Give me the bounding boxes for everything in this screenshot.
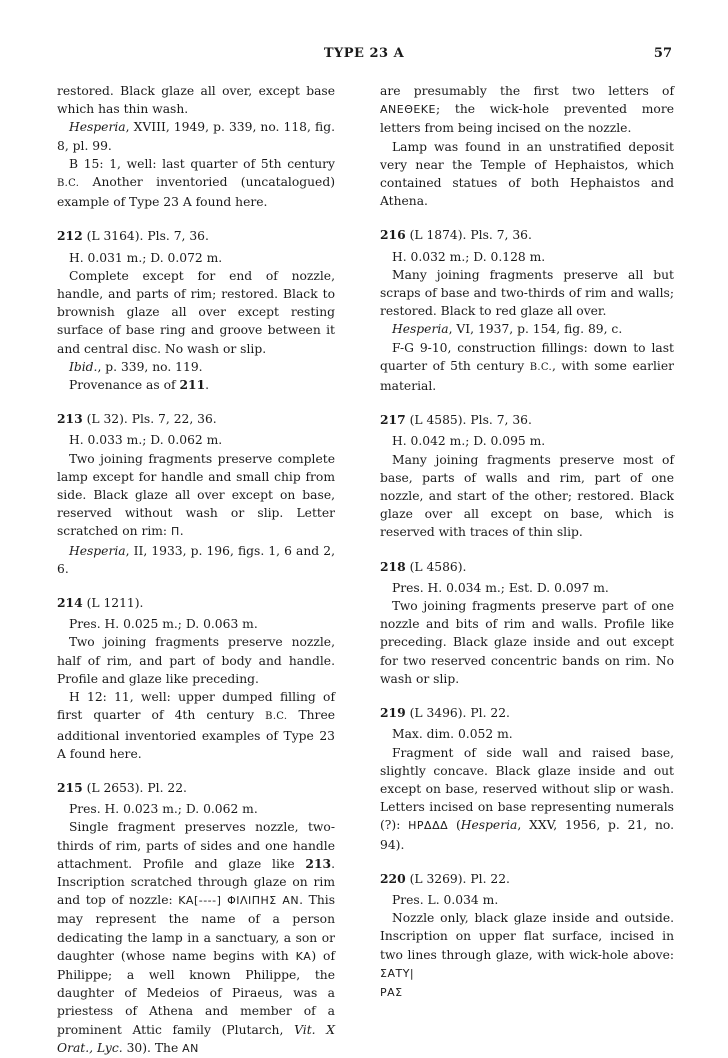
entry-reference: Ibid., p. 339, no. 119. (69, 359, 203, 374)
entry-description: Single fragment preserves nozzle, two-thirds of rim, parts of sides and one handle attachment. Profile and glaze like 213. Inscription scratched through glaze on rim and top of nozzle: ΚΑ[----] ΦΙΛΙΠΗΣ ΑΝ. This may represent the name of a person dedicating the lamp in a sanctuary, a son or daughter (whose name begins with ΚΑ) of Philippe; a well known Philippe, the daughter of Medeios of Piraeus, was a priestess of Athena and member of a prominent Attic family (Plutarch, Vit. X Orat., Lyc. 30). The ΑΝ (57, 820, 335, 1055)
catalogue-entry-heading: 214 (L 1211). (57, 595, 144, 611)
entry-description: Two joining fragments preserve part of one nozzle and bits of rim and walls. Profile like preceding. Black glaze inside and out except for two reserved concentric bands on rim. No wash or slip. (380, 599, 674, 686)
entry-dimensions: Max. dim. 0.052 m. (392, 727, 513, 742)
inscription-line-2: ΡΑΣ (380, 985, 403, 999)
entry-description: Many joining fragments preserve most of base, parts of walls and rim, part of one nozzle, and start of the other; restored. Black glaze over all except on base, which is reserved with traces of thin slip. (380, 452, 674, 540)
entry-dimensions: Pres. H. 0.023 m.; D. 0.062 m. (69, 802, 258, 817)
entry-dimensions: H. 0.042 m.; D. 0.095 m. (392, 434, 546, 449)
running-title: TYPE 23 A (323, 46, 405, 61)
entry-description: Nozzle only, black glaze inside and outside. Inscription on upper flat surface, incised in two lines through glaze, with wick-hole above: ΣΑΤΥ| ΡΑΣ (380, 911, 674, 999)
entry-dimensions: Pres. H. 0.034 m.; Est. D. 0.097 m. (392, 580, 609, 595)
entry-dimensions: Pres. L. 0.034 m. (392, 892, 499, 907)
catalogue-entry-heading: 212 (L 3164). Pls. 7, 36. (57, 228, 209, 244)
catalogue-entry-heading: 218 (L 4586). (380, 558, 467, 574)
right-column (380, 82, 674, 1002)
inscription: ΗΡΔΔΔ (408, 819, 449, 833)
catalogue-entry-heading: 217 (L 4585). Pls. 7, 36. (380, 412, 532, 428)
page-header (56, 46, 672, 66)
inscription-line-1: ΣΑΤΥ| (380, 966, 415, 980)
entry-description: Two joining fragments preserve nozzle, half of rim, and part of body and handle. Profile and glaze like preceding. (57, 635, 335, 686)
entry-dimensions: H. 0.032 m.; D. 0.128 m. (392, 249, 546, 264)
entry-reference: Hesperia, VI, 1937, p. 154, fig. 89, c. (392, 322, 623, 337)
continued-entry-reference: Hesperia, XVIII, 1949, p. 339, no. 118, fig. 8, pl. 99. (57, 120, 335, 153)
catalogue-entry-heading: 216 (L 1874). Pls. 7, 36. (380, 227, 532, 243)
entry-dimensions: Pres. H. 0.025 m.; D. 0.063 m. (69, 617, 258, 632)
entry-dimensions: H. 0.033 m.; D. 0.062 m. (69, 433, 223, 448)
entry-description: Fragment of side wall and raised base, slightly concave. Black glaze inside and out except on base, reserved without slip or wash. Letters incised on base representing numerals (?): ΗΡΔΔΔ (Hesperia, XXV, 1956, p. 21, no. 94). (380, 745, 674, 852)
entry-description: Complete except for end of nozzle, handle, and parts of rim; restored. Black to brownish glaze all over except resting surface of base ring and groove between it and central disc. No wash or slip. (57, 268, 335, 356)
continued-entry-text: restored. Black glaze all over, except base which has thin wash. (57, 84, 335, 117)
entry-description: Two joining fragments preserve complete lamp except for handle and small chip from side. Black glaze all over except on base, reserved without wash or slip. Letter scratched on rim: Π. (57, 451, 335, 539)
continued-entry-findspot: Lamp was found in an unstratified deposit very near the Temple of Hephaistos, which contained statues of both Hephaistos and Athena. (380, 139, 674, 209)
entry-provenance: Provenance as of 211. (69, 377, 210, 393)
entry-dimensions: H. 0.031 m.; D. 0.072 m. (69, 250, 223, 265)
page-number: 57 (653, 46, 672, 61)
entry-description: Many joining fragments preserve all but scraps of base and two-thirds of rim and walls; restored. Black to red glaze all over. (380, 267, 674, 319)
continued-entry-deposit: B 15: 1, well: last quarter of 5th century B.C. Another inventoried (uncatalogued) example of Type 23 A found here. (57, 156, 335, 210)
inscription: ΚΑ[----] ΦΙΛΙΠΗΣ ΑΝ (178, 894, 300, 908)
catalogue-entry-heading: 215 (L 2653). Pl. 22. (57, 779, 187, 795)
entry-reference: Hesperia, II, 1933, p. 196, figs. 1, 6 and 2, 6. (57, 543, 335, 576)
continued-entry-text: are presumably the first two letters of ΑΝΕΘΕΚΕ; the wick-hole prevented more letters from being incised on the nozzle. (380, 84, 674, 136)
entry-deposit: F-G 9-10, construction fillings: down to last quarter of 5th century B.C., with some earlier material. (380, 340, 674, 394)
catalogue-entry-heading: 219 (L 3496). Pl. 22. (380, 705, 510, 721)
catalogue-entry-heading: 220 (L 3269). Pl. 22. (380, 870, 510, 886)
inscription: ΑΝΕΘΕΚΕ (380, 103, 436, 117)
entry-deposit: H 12: 11, well: upper dumped filling of first quarter of 4th century B.C. Three additional inventoried examples of Type 23 A found here. (57, 690, 335, 761)
left-column (57, 82, 335, 1058)
catalogue-entry-heading: 213 (L 32). Pls. 7, 22, 36. (57, 411, 217, 427)
